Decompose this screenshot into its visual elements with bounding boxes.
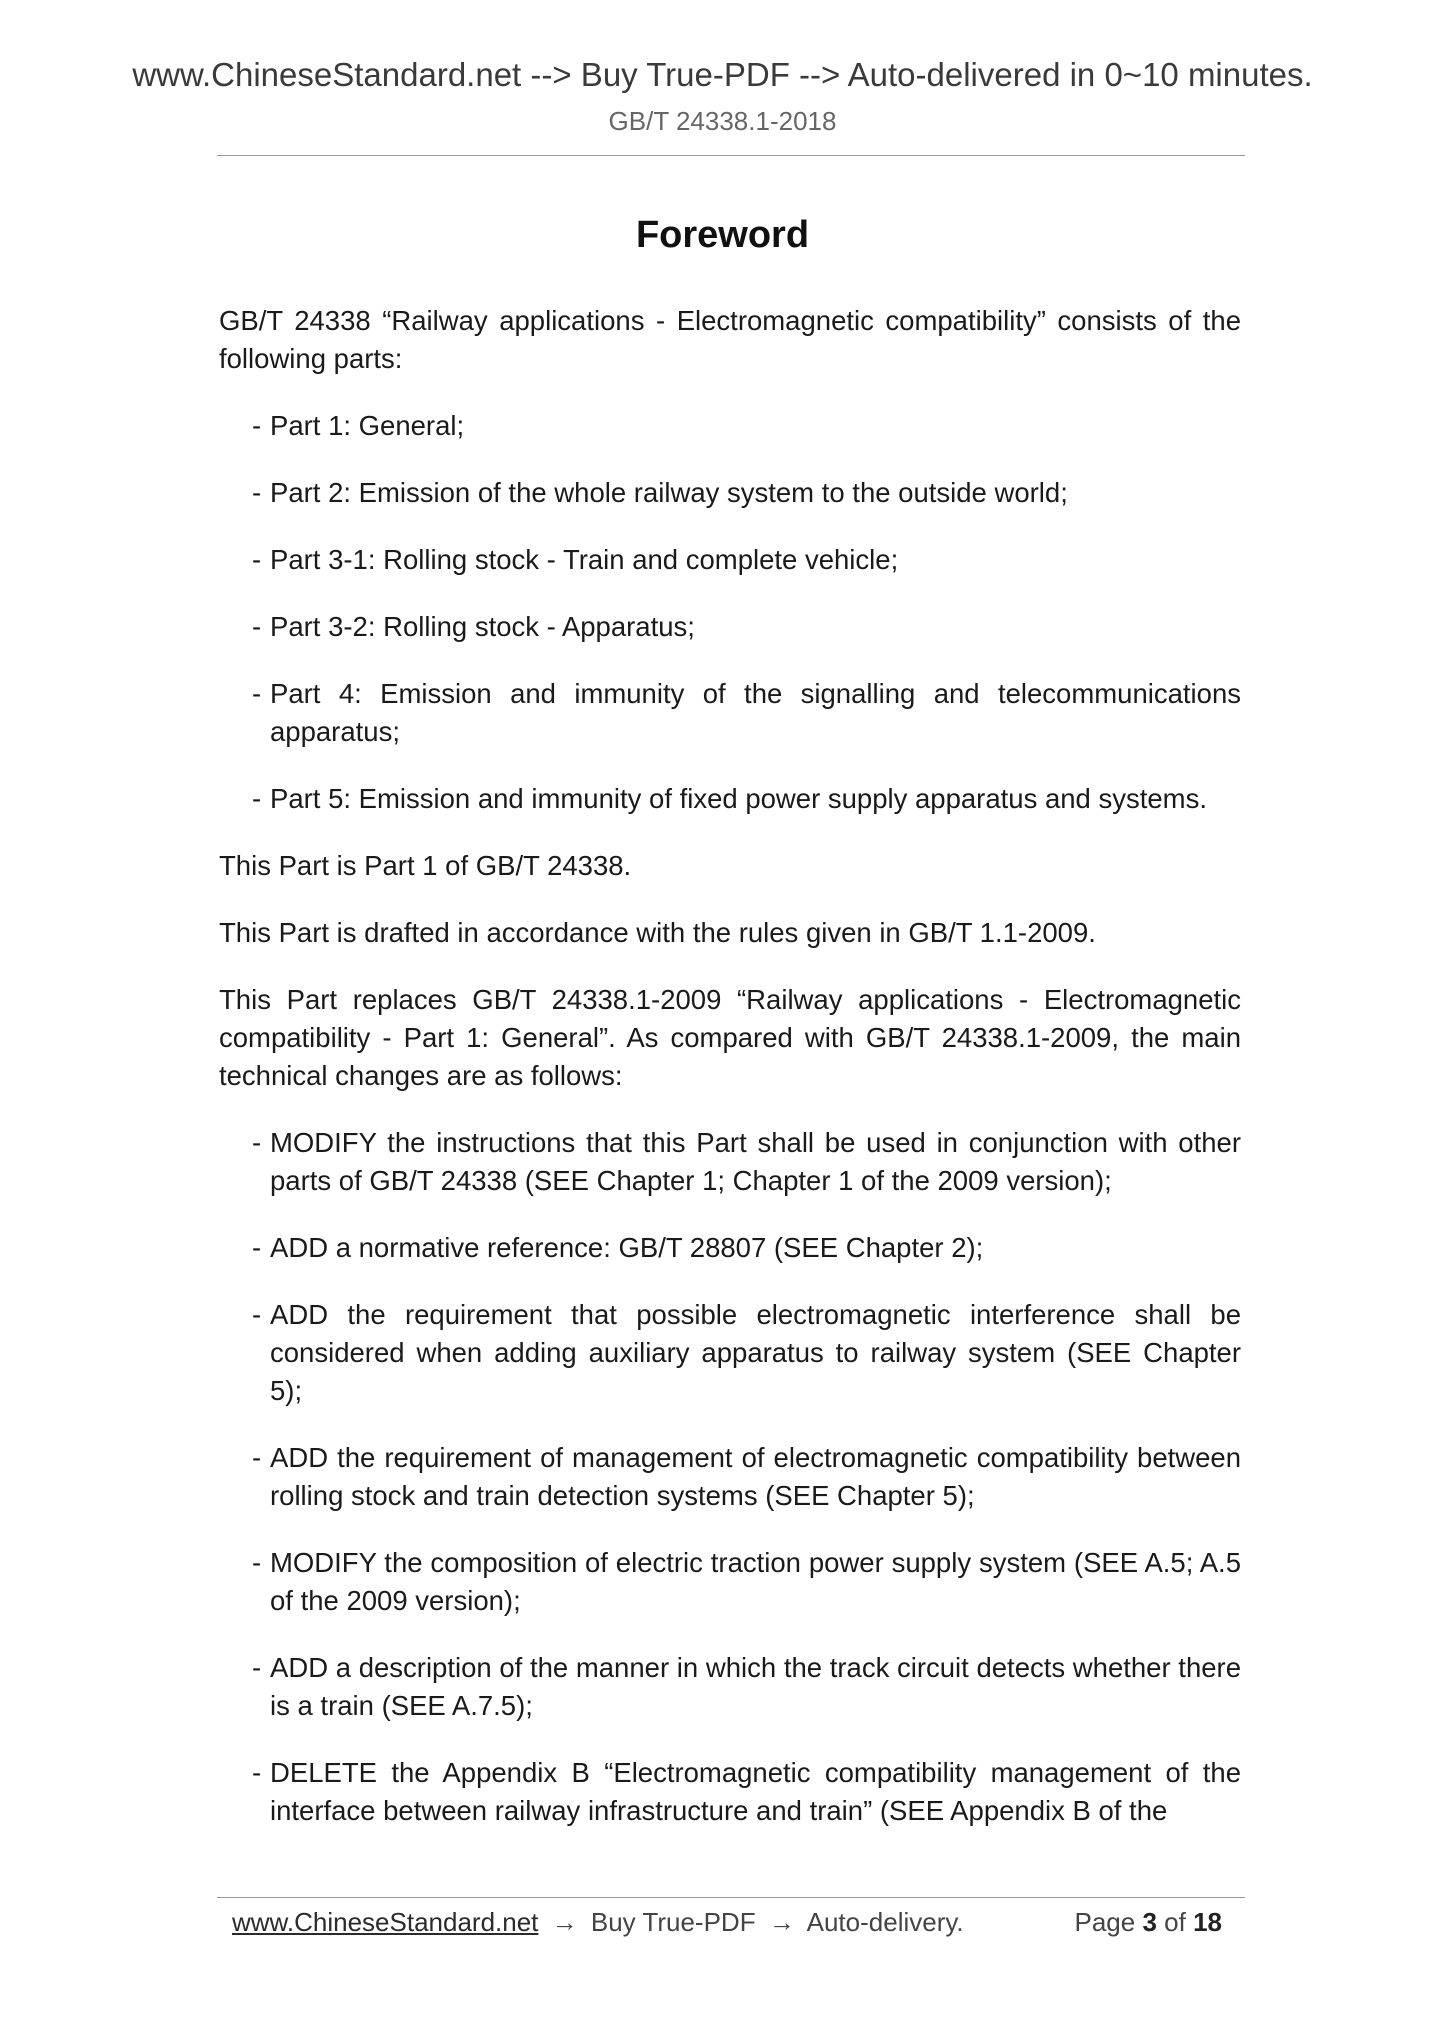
list-item — [252, 780, 1241, 818]
list-item — [252, 407, 1241, 445]
list-item — [252, 1229, 1241, 1267]
intro-paragraph: GB/T 24338 “Railway applications - Electromagnetic compatibility” consists of the following parts: — [219, 305, 1241, 374]
list-item-text: Part 4: Emission and immunity of the signalling and telecommunications apparatus; — [270, 678, 1241, 747]
list-marker: - — [252, 1442, 262, 1473]
of-label: of — [1164, 1906, 1186, 1937]
list-marker: - — [252, 1232, 262, 1263]
list-item — [252, 1439, 1241, 1515]
footer-left — [232, 1907, 964, 1938]
list-marker: - — [252, 783, 262, 814]
list-item — [252, 1124, 1241, 1200]
page-footer — [232, 1902, 1222, 1942]
list-item-text: Part 2: Emission of the whole railway system to the outside world; — [270, 477, 1068, 508]
list-marker: - — [252, 1127, 262, 1158]
list-marker: - — [252, 1652, 262, 1683]
document-number: GB/T 24338.1-2018 — [608, 106, 837, 136]
document-body — [219, 302, 1241, 1859]
footer-auto-text: Auto-delivery. — [806, 1906, 964, 1937]
list-item-text: Part 3-1: Rolling stock - Train and complete vehicle; — [270, 544, 899, 575]
list-item — [252, 541, 1241, 579]
list-item — [252, 1544, 1241, 1620]
list-marker: - — [252, 1299, 262, 1330]
footer-site-link[interactable]: www.ChineseStandard.net — [232, 1906, 539, 1937]
list-item-text: ADD a description of the manner in which the track circuit detects whether there is a train (SEE A.7.5); — [270, 1652, 1241, 1721]
list-item-text: DELETE the Appendix B “Electromagnetic compatibility management of the interface between railway infrastructure and train” (SEE Appendix B of the — [270, 1757, 1241, 1826]
body-paragraph: This Part is drafted in accordance with the rules given in GB/T 1.1-2009. — [219, 917, 1096, 948]
list-item-text: ADD the requirement that possible electromagnetic interference shall be considered when adding auxiliary apparatus to railway system (SEE Chapter 5); — [270, 1299, 1241, 1406]
list-item — [252, 1649, 1241, 1725]
list-item-text: ADD a normative reference: GB/T 28807 (SEE Chapter 2); — [270, 1232, 984, 1263]
list-item — [252, 474, 1241, 512]
body-paragraph: This Part replaces GB/T 24338.1-2009 “Railway applications - Electromagnetic compatibility - Part 1: General”. As compared with GB/T 24338.1-2009, the main technical changes are as follows: — [219, 984, 1241, 1091]
header-banner: www.ChineseStandard.net --> Buy True-PDF --> Auto-delivered in 0~10 minutes. — [132, 56, 1313, 93]
page-label: Page — [1074, 1906, 1136, 1937]
arrow-right-icon: → — [551, 1906, 578, 1937]
list-marker: - — [252, 678, 262, 709]
list-item-text: MODIFY the instructions that this Part shall be used in conjunction with other parts of GB/T 24338 (SEE Chapter 1; Chapter 1 of the 2009 version); — [270, 1127, 1241, 1196]
list-item-text: Part 5: Emission and immunity of fixed power supply apparatus and systems. — [270, 783, 1207, 814]
arrow-right-icon: → — [768, 1906, 795, 1937]
list-item-text: MODIFY the composition of electric traction power supply system (SEE A.5; A.5 of the 2009 version); — [270, 1547, 1241, 1616]
header-divider — [217, 155, 1245, 156]
list-marker: - — [252, 1757, 262, 1788]
list-marker: - — [252, 1547, 262, 1578]
list-marker: - — [252, 544, 262, 575]
list-item — [252, 1296, 1241, 1410]
list-item — [252, 608, 1241, 646]
list-marker: - — [252, 410, 262, 441]
list-item-text: Part 3-2: Rolling stock - Apparatus; — [270, 611, 695, 642]
list-item-text: Part 1: General; — [270, 410, 465, 441]
list-marker: - — [252, 477, 262, 508]
footer-divider — [217, 1897, 1245, 1898]
list-item — [252, 675, 1241, 751]
page-number: 3 — [1142, 1906, 1157, 1937]
footer-buy-text: Buy True-PDF — [590, 1906, 756, 1937]
list-item-text: ADD the requirement of management of electromagnetic compatibility between rolling stock and train detection systems (SEE Chapter 5); — [270, 1442, 1241, 1511]
page-total: 18 — [1193, 1906, 1222, 1937]
body-paragraph: This Part is Part 1 of GB/T 24338. — [219, 850, 632, 881]
list-item — [252, 1754, 1241, 1830]
page-title: Foreword — [635, 214, 810, 256]
list-marker: - — [252, 611, 262, 642]
page-indicator — [1074, 1907, 1222, 1938]
